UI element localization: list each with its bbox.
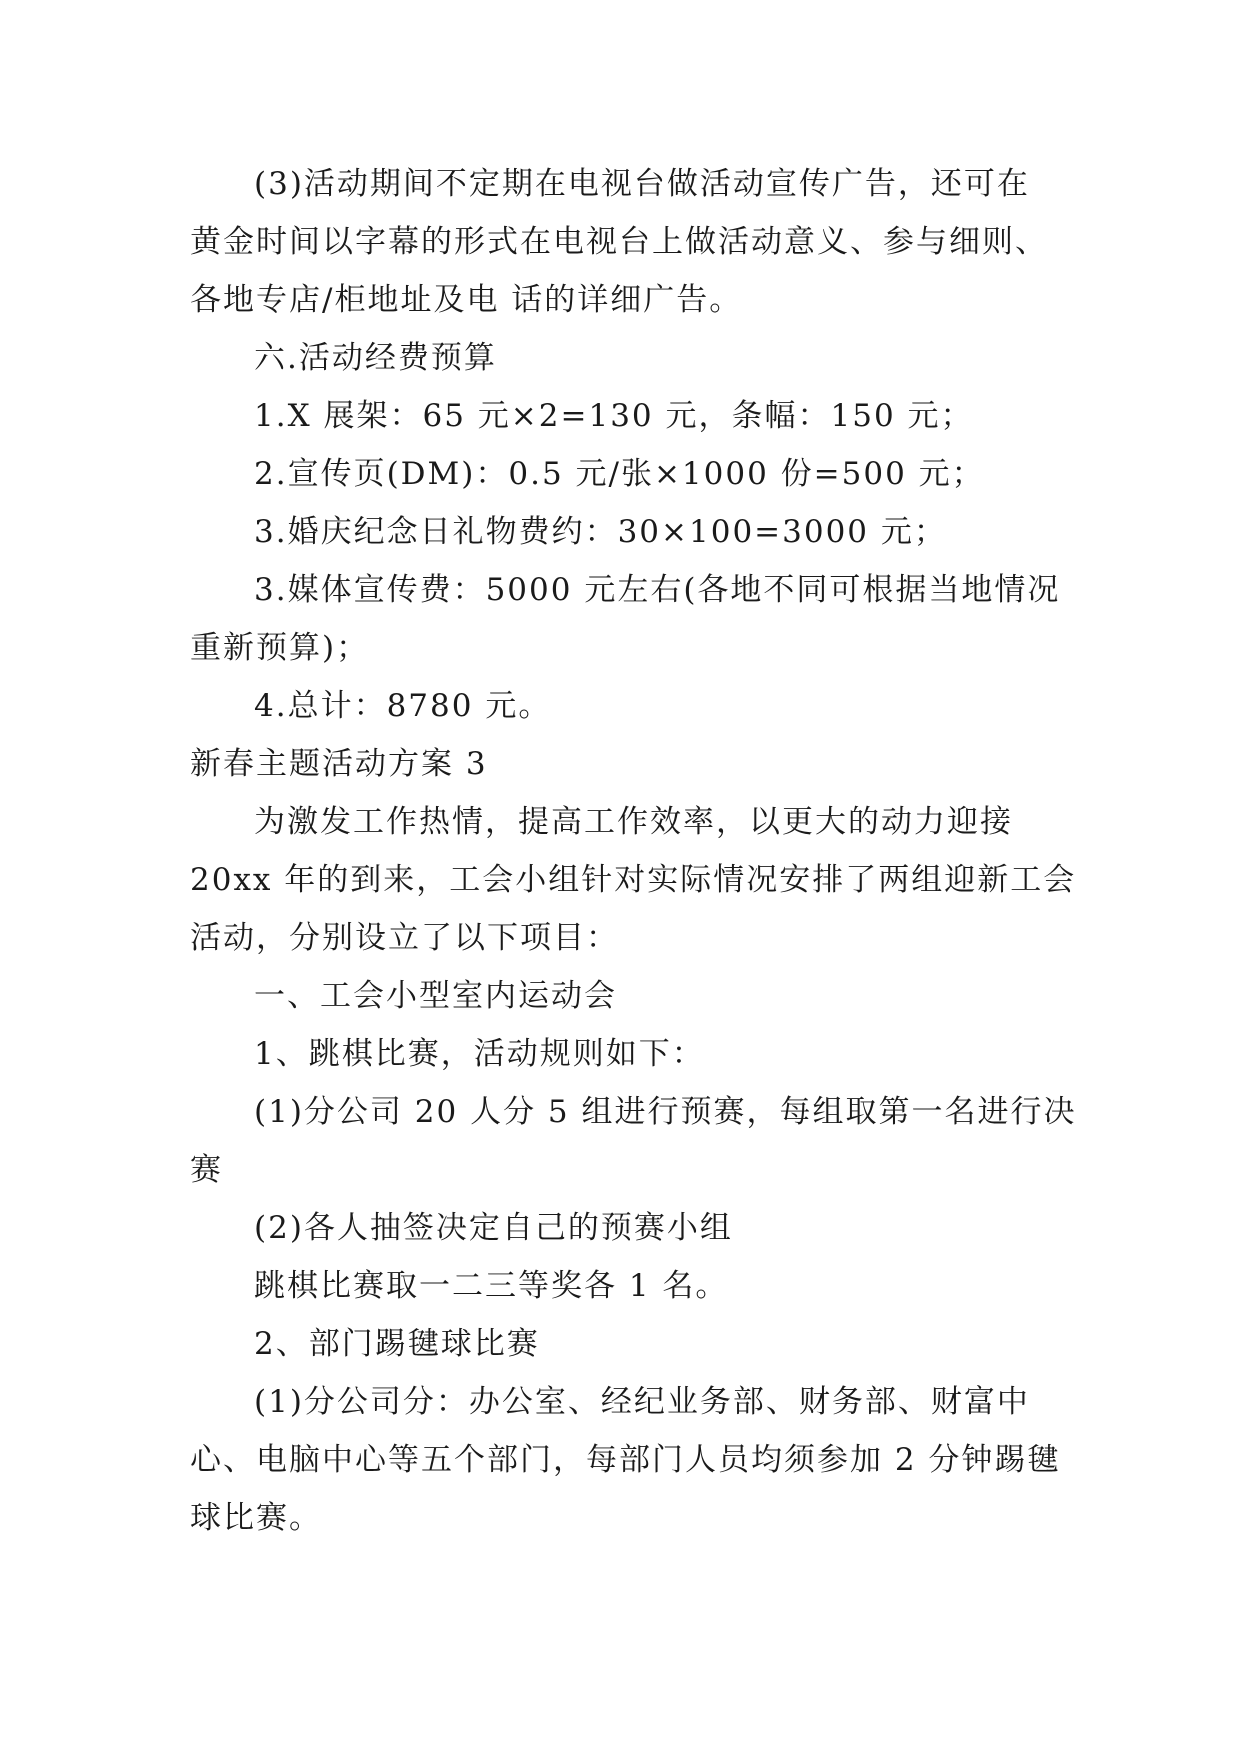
budget-item: 3.婚庆纪念日礼物费约：30×100=3000 元； bbox=[254, 514, 947, 550]
budget-total: 4.总计：8780 元。 bbox=[254, 688, 552, 724]
text-line: (3)活动期间不定期在电视台做活动宣传广告，还可在 bbox=[254, 166, 1030, 202]
text-line: 各地专店/柜地址及电 话的详细广告。 bbox=[190, 282, 743, 318]
text-line: 心、电脑中心等五个部门，每部门人员均须参加 2 分钟踢毽 bbox=[190, 1442, 1061, 1478]
document-title: 新春主题活动方案 3 bbox=[190, 746, 488, 782]
text-line: (1)分公司 20 人分 5 组进行预赛，每组取第一名进行决 bbox=[254, 1094, 1077, 1130]
section-heading: 一、工会小型室内运动会 bbox=[254, 978, 617, 1014]
text-line: 跳棋比赛取一二三等奖各 1 名。 bbox=[254, 1268, 729, 1304]
list-item: 2、部门踢毽球比赛 bbox=[254, 1326, 540, 1362]
document-body bbox=[190, 155, 1077, 1547]
text-line: 赛 bbox=[190, 1152, 223, 1188]
text-line: (1)分公司分：办公室、经纪业务部、财务部、财富中 bbox=[254, 1384, 1030, 1420]
list-item: 1、跳棋比赛，活动规则如下： bbox=[254, 1036, 705, 1072]
text-line: 黄金时间以字幕的形式在电视台上做活动意义、参与细则、 bbox=[190, 224, 1048, 260]
section-heading: 六.活动经费预算 bbox=[254, 340, 497, 376]
text-line: 为激发工作热情，提高工作效率，以更大的动力迎接 bbox=[254, 804, 1013, 840]
budget-item: 3.媒体宣传费：5000 元左右(各地不同可根据当地情况 bbox=[254, 572, 1061, 608]
text-line: (2)各人抽签决定自己的预赛小组 bbox=[254, 1210, 733, 1246]
text-line: 球比赛。 bbox=[190, 1500, 322, 1536]
budget-item: 2.宣传页(DM)：0.5 元/张×1000 份=500 元； bbox=[254, 456, 985, 492]
text-line: 活动，分别设立了以下项目： bbox=[190, 920, 619, 956]
text-line: 20xx 年的到来，工会小组针对实际情况安排了两组迎新工会 bbox=[190, 862, 1077, 898]
text-line: 重新预算)； bbox=[190, 630, 370, 666]
budget-item: 1.X 展架：65 元×2=130 元，条幅：150 元； bbox=[254, 398, 974, 434]
